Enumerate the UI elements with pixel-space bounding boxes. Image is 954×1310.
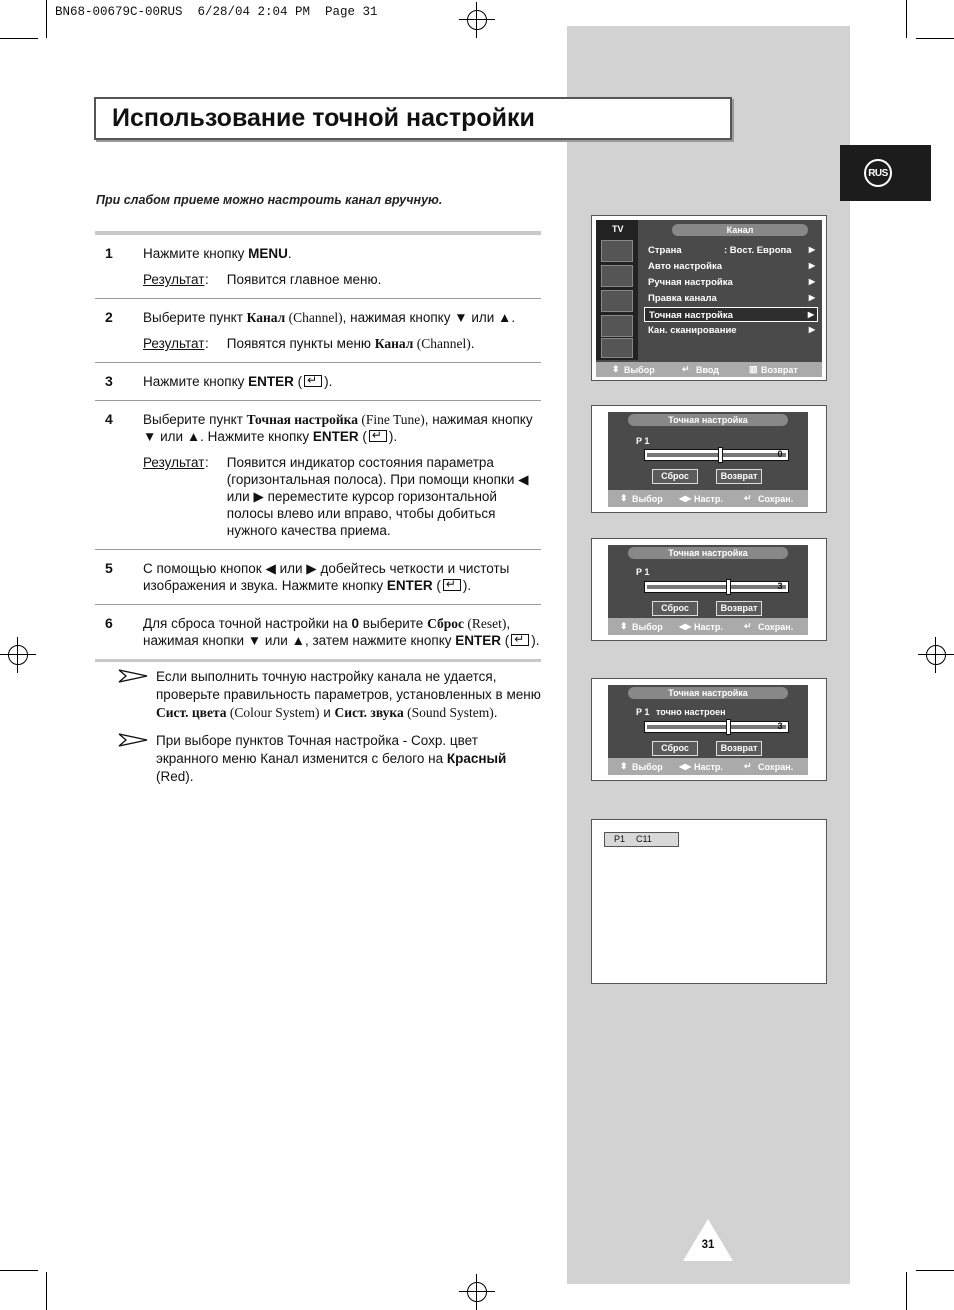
fine-tune-slider[interactable]	[644, 449, 789, 461]
menu-icon: ▥	[749, 364, 758, 374]
save-hint: Сохран.	[758, 493, 794, 504]
sound-icon	[601, 265, 633, 287]
result-label: Результат	[143, 336, 205, 351]
input-icon	[601, 338, 633, 358]
menu-item[interactable]	[644, 323, 818, 338]
enter-icon	[304, 375, 322, 387]
step-6	[95, 605, 541, 659]
slider-knob[interactable]	[718, 447, 723, 463]
save-hint: Сохран.	[758, 761, 794, 772]
menu-item[interactable]	[644, 275, 818, 290]
menu-item-label: Правка канала	[648, 293, 717, 304]
step-5	[95, 550, 541, 605]
osd-bottom-bar	[608, 490, 808, 507]
select-hint: Выбор	[632, 493, 663, 504]
page-number: 31	[701, 1239, 715, 1251]
menu-item[interactable]	[644, 307, 818, 322]
step-number: 5	[105, 560, 113, 576]
channel-info-box	[604, 832, 679, 847]
adjust-hint: Настр.	[694, 493, 723, 504]
select-hint: Выбор	[624, 364, 655, 375]
osd-bottom-bar	[608, 758, 808, 775]
fine-tune-screen	[591, 405, 827, 513]
adjust-hint: Настр.	[694, 761, 723, 772]
slider-value: 0	[777, 449, 783, 459]
registration-mark	[918, 637, 954, 673]
notes	[118, 668, 543, 796]
arrow-right-icon: ▶	[808, 277, 815, 286]
step-number: 4	[105, 411, 113, 427]
fine-tune-screen	[591, 678, 827, 781]
step-2	[95, 299, 541, 363]
osd-panel	[608, 685, 808, 775]
crop-mark	[916, 1270, 954, 1271]
updown-icon: ⬍	[612, 364, 620, 374]
step-3	[95, 363, 541, 401]
menu-title: Канал	[672, 224, 808, 236]
leftright-icon: ◀▶	[679, 622, 692, 631]
menu-item-label: Точная настройка	[649, 310, 733, 321]
step-result: Результат : Появится главное меню.	[143, 272, 382, 287]
menu-item[interactable]	[644, 243, 818, 258]
updown-icon: ⬍	[620, 621, 628, 631]
result-label: Результат	[143, 455, 205, 470]
title-box	[94, 97, 732, 140]
select-hint: Выбор	[632, 621, 663, 632]
leftright-icon: ◀▶	[679, 762, 692, 771]
slider-fill	[647, 453, 786, 457]
subtitle: При слабом приеме можно настроить канал вручную.	[96, 193, 443, 207]
menu-item[interactable]	[644, 291, 818, 306]
step-instruction: Нажмите кнопку MENU.	[143, 246, 292, 261]
arrow-right-icon: ▶	[808, 261, 815, 270]
menu-item-label: Страна	[648, 245, 682, 256]
osd-title: Точная настройка	[628, 547, 788, 559]
crop-mark	[46, 0, 47, 38]
channel-info-screen	[591, 819, 827, 984]
enter-icon: ↵	[682, 364, 690, 374]
leftright-icon: ◀▶	[679, 494, 692, 503]
channel-icon	[601, 290, 633, 312]
menu-bottom-bar	[596, 362, 822, 377]
slider-value: 3	[777, 721, 783, 731]
arrow-right-icon: ▶	[807, 310, 814, 319]
slider-knob[interactable]	[726, 719, 731, 735]
step-4	[95, 401, 541, 550]
step-instruction: С помощью кнопок ◀ или ▶ добейтесь четкости и чистоты изображения и звука. Нажмите кнопку ENTER (↵ ).	[143, 560, 541, 594]
step-instruction: Нажмите кнопку ENTER (↵ ).	[143, 373, 541, 390]
reset-button[interactable]: Сброс	[652, 601, 698, 616]
enter-icon	[369, 430, 387, 442]
menu-item-label: Кан. сканирование	[648, 325, 737, 336]
adjust-hint: Настр.	[694, 621, 723, 632]
step-result: Результат : Появится индикатор состояния параметра (горизонтальная полоса). При помощи кнопки ◀ или ▶ переместите курсор горизонтальной полосы влево или вправо, чтобы добиться нужного качества приема.	[143, 455, 529, 538]
osd-menu	[596, 220, 822, 377]
save-hint: Сохран.	[758, 621, 794, 632]
arrow-right-icon: ▶	[808, 293, 815, 302]
step-instruction: Выберите пункт Канал (Channel), нажимая кнопку ▼ или ▲.	[143, 310, 516, 325]
registration-mark	[459, 1274, 495, 1310]
step-number: 3	[105, 373, 113, 389]
osd-panel	[608, 545, 808, 635]
crop-mark	[0, 1270, 38, 1271]
step-result: Результат : Появятся пункты меню Канал (Channel).	[143, 336, 475, 351]
tv-label: TV	[612, 224, 624, 234]
osd-bottom-bar	[608, 618, 808, 635]
program-label: P 1	[636, 567, 650, 577]
program-number: P1	[614, 834, 626, 844]
crop-mark	[906, 0, 907, 38]
channel-menu-screen	[591, 215, 827, 381]
slider-fill	[647, 585, 786, 589]
menu-item-label: Авто настройка	[648, 261, 722, 272]
osd-panel	[608, 412, 808, 507]
slider-knob[interactable]	[726, 579, 731, 595]
arrow-right-icon: ▶	[808, 245, 815, 254]
fine-tune-screen	[591, 538, 827, 641]
back-button[interactable]: Возврат	[716, 601, 762, 616]
registration-mark	[0, 637, 36, 673]
program-label: P 1	[636, 436, 650, 446]
setup-icon	[601, 315, 633, 337]
result-label: Результат	[143, 272, 205, 287]
icon-column	[596, 220, 638, 360]
picture-icon	[601, 240, 633, 262]
note-2: При выборе пунктов Точная настройка - Сохр. цвет экранного меню Канал изменится с белого на Красный (Red).	[118, 732, 543, 786]
enter-icon	[443, 579, 461, 591]
slider-fill	[647, 725, 786, 729]
step-number: 1	[105, 245, 113, 261]
step-instruction: Для сброса точной настройки на 0 выберите Сброс (Reset), нажимая кнопки ▼ или ▲, затем нажмите кнопку ENTER (↵ ).	[143, 615, 541, 649]
menu-item-value: : Вост. Европа	[724, 245, 792, 256]
step-number: 2	[105, 309, 113, 325]
menu-item-label: Ручная настройка	[648, 277, 733, 288]
language-tab	[840, 145, 931, 201]
fine-tune-slider[interactable]	[644, 721, 789, 733]
program-label: P 1	[636, 707, 650, 717]
enter-hint: Ввод	[696, 364, 720, 375]
reset-button[interactable]: Сброс	[652, 469, 698, 484]
menu-item[interactable]	[644, 259, 818, 274]
reset-button[interactable]: Сброс	[652, 741, 698, 756]
crop-mark	[46, 1272, 47, 1310]
slider-value: 3	[777, 581, 783, 591]
steps-list	[95, 231, 541, 662]
updown-icon: ⬍	[620, 761, 628, 771]
osd-title: Точная настройка	[628, 687, 788, 699]
note-arrow-icon	[118, 732, 148, 748]
updown-icon: ⬍	[620, 493, 628, 503]
page-title: Использование точной настройки	[112, 104, 535, 132]
fine-tune-slider[interactable]	[644, 581, 789, 593]
crop-mark	[906, 1272, 907, 1310]
note-arrow-icon	[118, 668, 148, 684]
enter-icon	[511, 634, 529, 646]
step-number: 6	[105, 615, 113, 631]
step-instruction: Выберите пункт Точная настройка (Fine Tune), нажимая кнопку ▼ или ▲. Нажмите кнопку ENTER (↵ ).	[143, 411, 541, 445]
tuned-status: точно настроен	[656, 707, 726, 717]
arrow-right-icon: ▶	[808, 325, 815, 334]
crop-mark	[0, 38, 38, 39]
back-hint: Возврат	[761, 364, 798, 375]
language-badge: RUS	[864, 159, 892, 187]
osd-title: Точная настройка	[628, 414, 788, 426]
back-button[interactable]: Возврат	[716, 741, 762, 756]
back-button[interactable]: Возврат	[716, 469, 762, 484]
registration-mark	[459, 2, 495, 38]
enter-icon: ↵	[744, 761, 752, 771]
enter-icon: ↵	[744, 621, 752, 631]
note-1: Если выполнить точную настройку канала не удается, проверьте правильность параметров, установленных в меню Сист. цвета (Colour System) и Сист. звука (Sound System).	[118, 668, 543, 722]
step-1	[95, 235, 541, 299]
channel-number: C11	[636, 834, 652, 844]
select-hint: Выбор	[632, 761, 663, 772]
enter-icon: ↵	[744, 493, 752, 503]
crop-mark	[916, 38, 954, 39]
print-header: BN68-00679C-00RUS 6/28/04 2:04 PM Page 31	[55, 5, 378, 19]
